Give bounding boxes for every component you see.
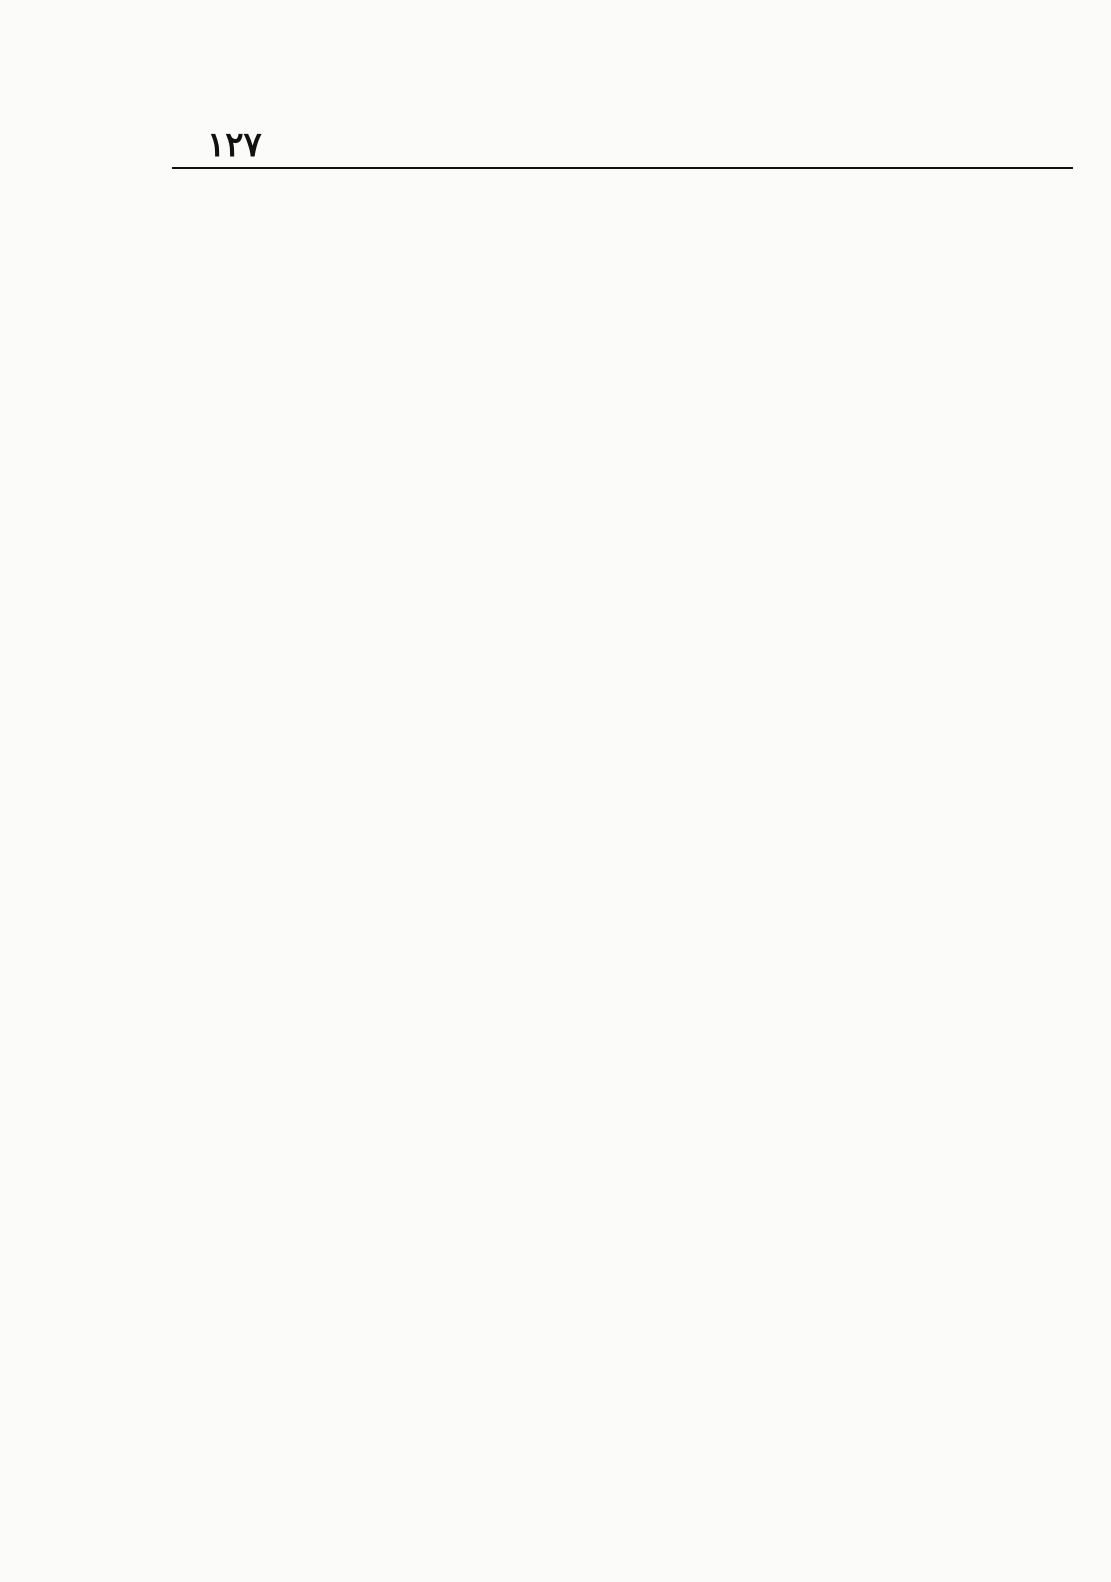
body-text (172, 178, 1073, 1542)
page-number: ١٢٧ (207, 125, 262, 165)
header-rule (172, 167, 1073, 169)
page-header (172, 125, 1073, 171)
